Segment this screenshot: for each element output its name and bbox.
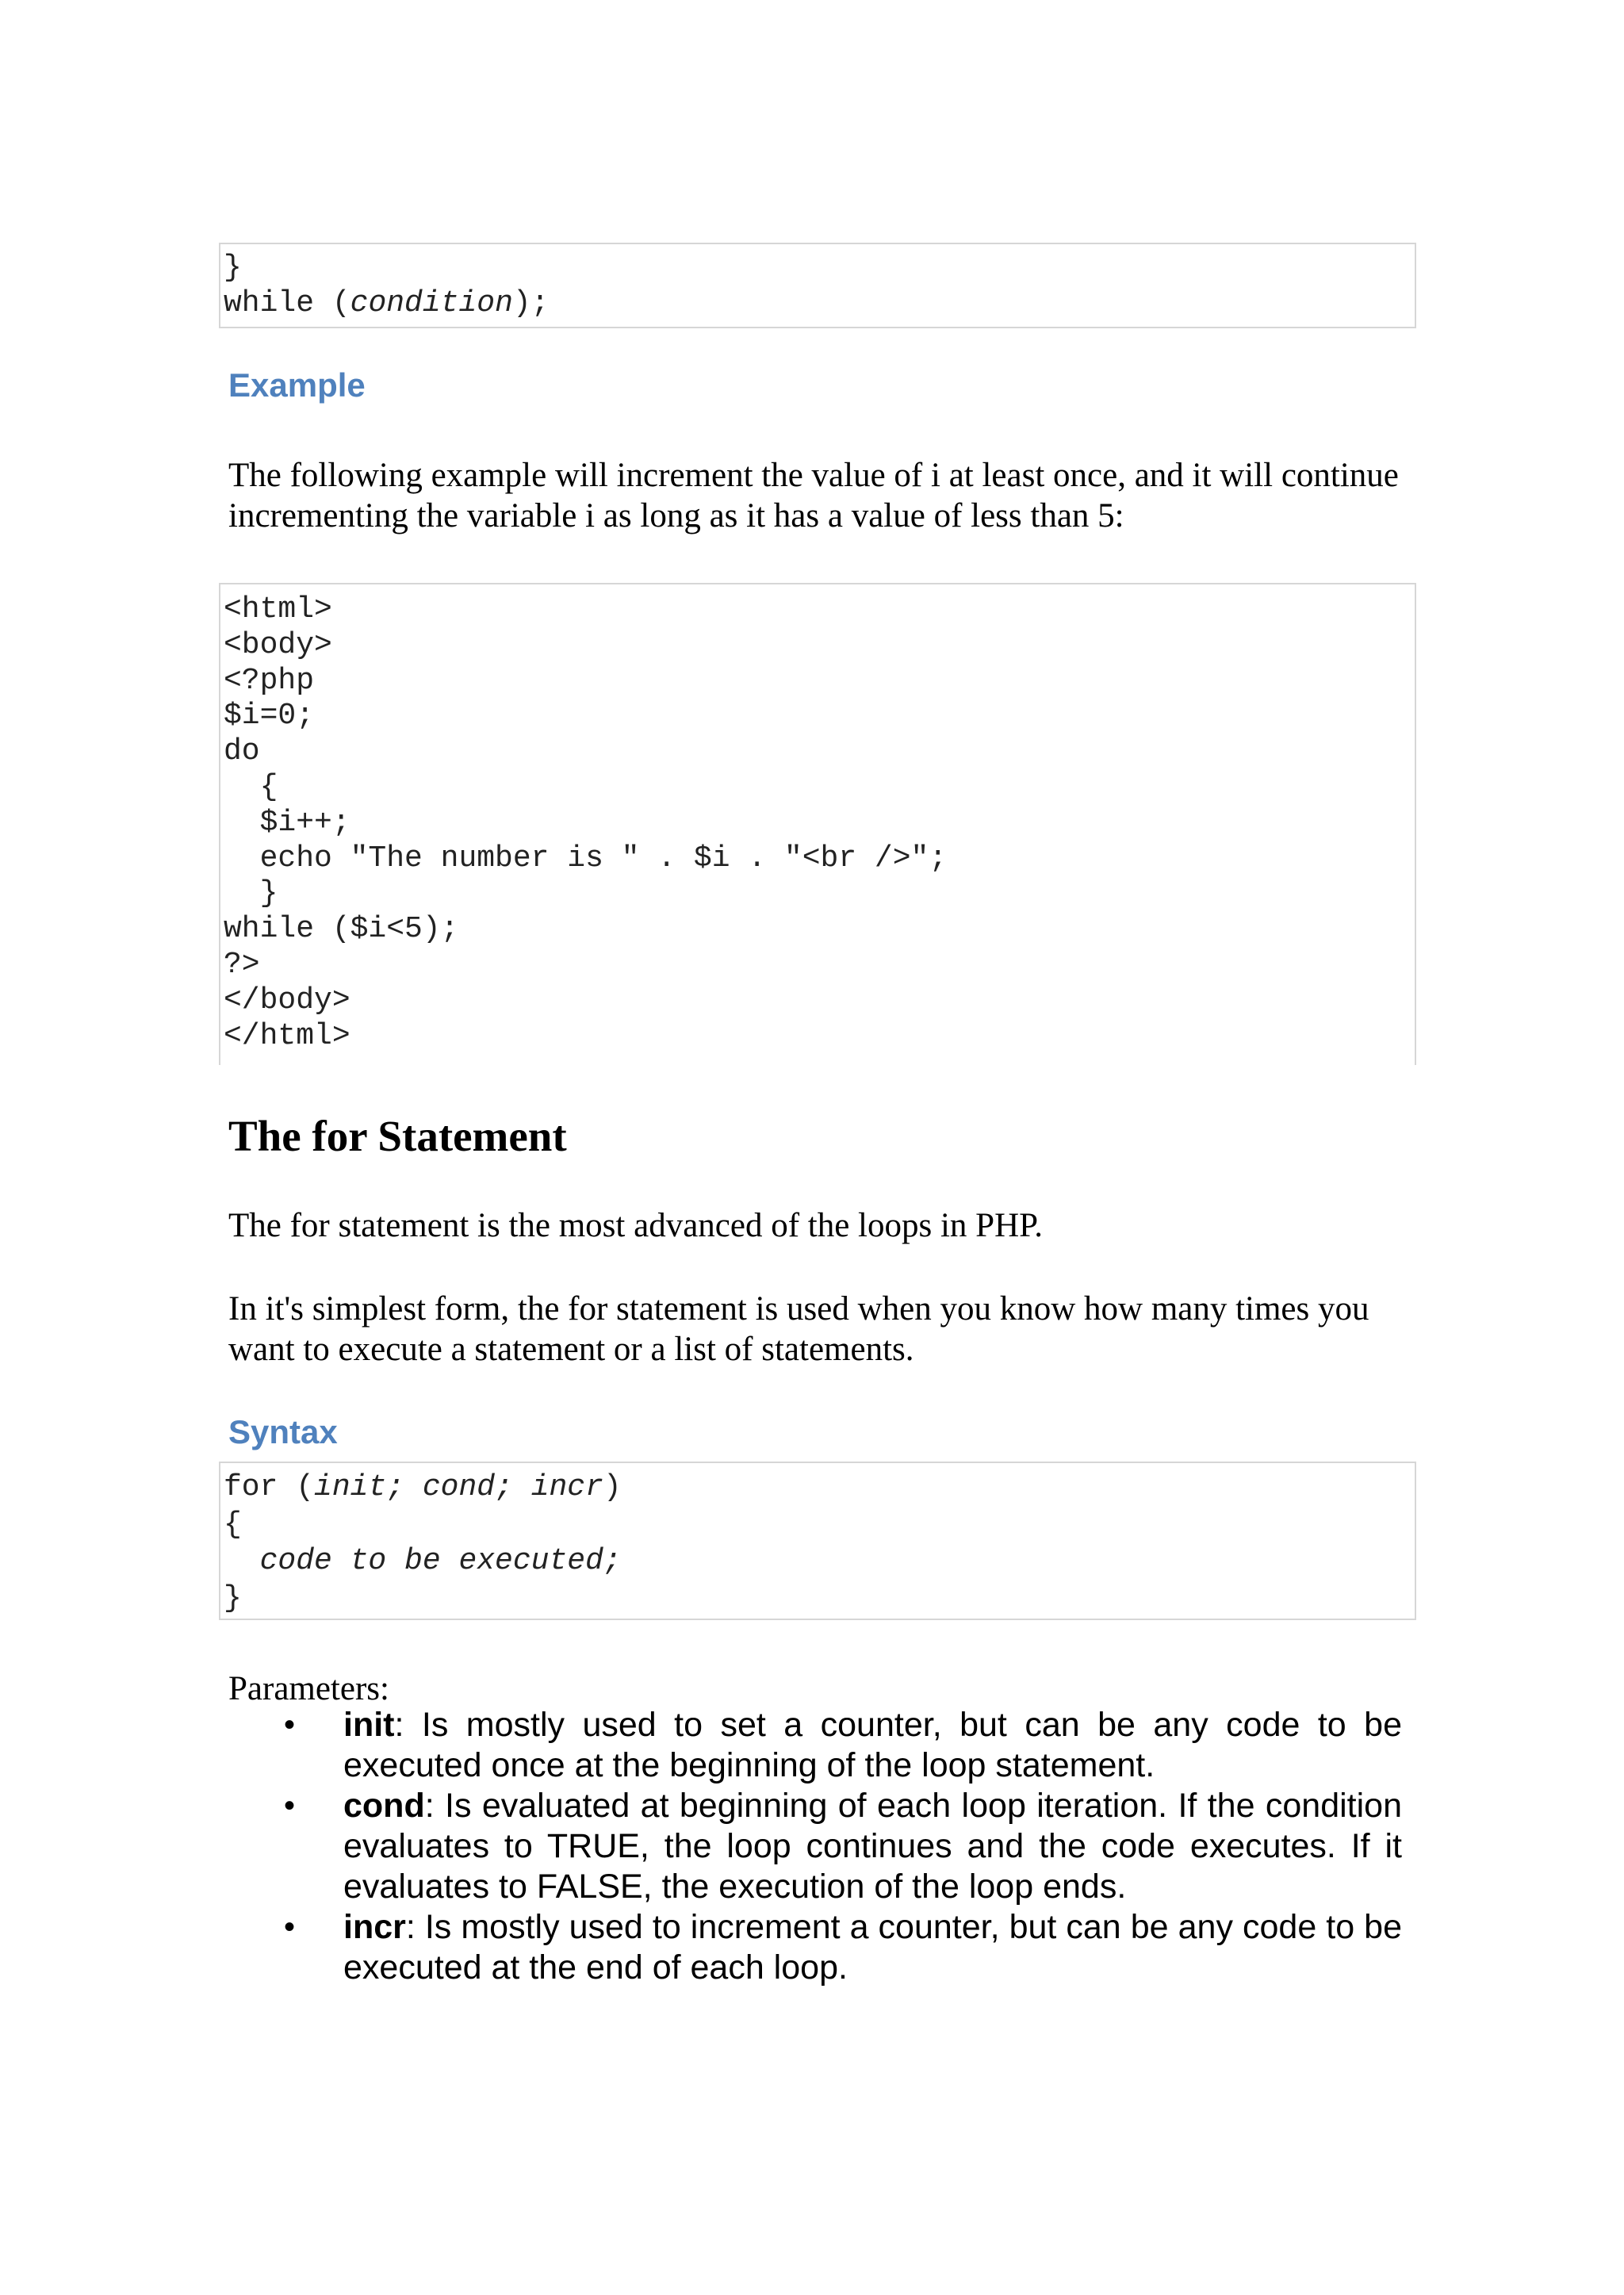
code-text xyxy=(220,1469,1415,1617)
code-text xyxy=(220,592,1415,1054)
syntax-heading: Syntax xyxy=(228,1413,338,1450)
param-item-cond xyxy=(228,1786,1402,1907)
code-token: for ( xyxy=(224,1470,315,1504)
code-line xyxy=(224,1543,1415,1580)
code-line xyxy=(224,286,1415,322)
code-line: { xyxy=(224,1507,242,1542)
code-token-italic: ; xyxy=(386,1470,423,1504)
code-line: <?php xyxy=(224,663,315,698)
code-line: <body> xyxy=(224,627,332,662)
code-line: } xyxy=(224,876,278,911)
code-line: </body> xyxy=(224,983,350,1017)
code-token-italic: ; xyxy=(495,1470,531,1504)
param-item-incr xyxy=(228,1907,1402,1988)
example-heading: Example xyxy=(228,366,366,404)
code-text xyxy=(220,251,1415,322)
code-token-italic: condition xyxy=(350,285,513,320)
param-name: incr xyxy=(343,1908,406,1946)
param-item-init xyxy=(228,1705,1402,1786)
param-name: init xyxy=(343,1706,395,1744)
code-line: </html> xyxy=(224,1018,350,1053)
code-line: echo "The number is " . $i . "<br />"; xyxy=(224,841,948,875)
param-description: : Is mostly used to increment a counter, but can be any code to be executed at the end of each loop. xyxy=(343,1908,1402,1987)
code-token-italic: incr xyxy=(530,1470,603,1504)
code-line xyxy=(224,1469,1415,1507)
for-description-2: In it's simplest form, the for statement is used when you know how many times you want to execute a statement or a list of statements. xyxy=(228,1290,1369,1368)
bullet-icon: • xyxy=(284,1707,296,1742)
code-line: } xyxy=(224,1580,242,1615)
code-line: { xyxy=(224,769,278,804)
code-line: } xyxy=(224,251,242,285)
code-token: while ( xyxy=(224,285,350,320)
code-token: ) xyxy=(603,1470,622,1504)
code-line: while ($i<5); xyxy=(224,912,459,947)
code-line: $i=0; xyxy=(224,699,315,734)
param-description: : Is mostly used to set a counter, but can be any code to be executed once at the beginning of the loop statement. xyxy=(343,1706,1402,1784)
code-token-italic: cond xyxy=(422,1470,496,1504)
example-code-block xyxy=(219,583,1416,1065)
parameters-list xyxy=(228,1705,1402,1988)
code-token-italic: code to be executed; xyxy=(259,1544,622,1578)
code-indent xyxy=(224,1544,260,1578)
code-line: $i++; xyxy=(224,805,350,840)
param-description: : Is evaluated at beginning of each loop iteration. If the condition evaluates to TRUE, the loop continues and the code executes. If it evaluates to FALSE, the execution of the loop ends. xyxy=(343,1787,1402,1906)
for-syntax-code-block xyxy=(219,1462,1416,1620)
bullet-icon: • xyxy=(284,1910,296,1944)
do-while-syntax-code-block xyxy=(219,243,1416,328)
for-statement-heading: The for Statement xyxy=(228,1112,567,1160)
parameters-label: Parameters: xyxy=(228,1670,389,1707)
code-token: ); xyxy=(512,285,550,320)
bullet-icon: • xyxy=(284,1788,296,1823)
param-name: cond xyxy=(343,1787,425,1825)
for-description-1: The for statement is the most advanced of the loops in PHP. xyxy=(228,1207,1044,1244)
example-description: The following example will increment the value of i at least once, and it will continue incrementing the variable i as long as it has a value of less than 5: xyxy=(228,457,1399,534)
code-token-italic: init xyxy=(314,1470,387,1504)
code-line: do xyxy=(224,734,260,769)
code-line: ?> xyxy=(224,947,260,982)
code-line: <html> xyxy=(224,592,332,626)
